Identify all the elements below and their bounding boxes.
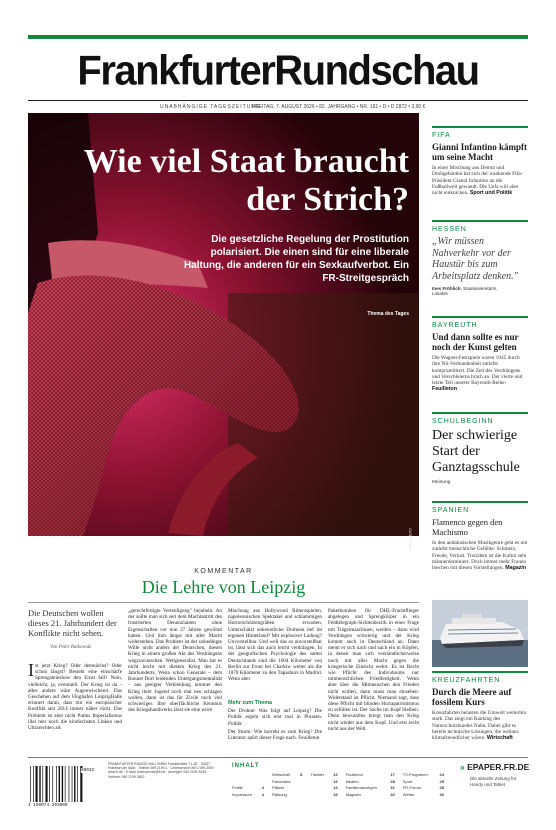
inhalt-section[interactable]: Medien [345, 778, 359, 784]
sidebar-teaser-schulbeginn[interactable] [432, 412, 528, 485]
barcode-bar [74, 766, 75, 802]
teaser-body [432, 165, 528, 196]
sidebar-teaser-kreuzfahrten[interactable] [432, 671, 528, 741]
sidebar-teaser-spanien[interactable] [432, 501, 528, 571]
inhalt-section[interactable]: FR-Forum [402, 785, 422, 791]
inhalt-section[interactable]: Politik [232, 785, 243, 791]
teaser-body-text: Die Wagner-Festspiele waren 1945 durch ihre NS-Verbundenheit zutiefst kompromittiert. Die Zeit des Verdrängens und Verschleierns brach an. Der vierte und letzte Teil unserer Bayreuth-Reihe: [432, 355, 523, 387]
barcode-bar [36, 766, 38, 802]
kommentar-rule [28, 602, 419, 603]
teaser-title[interactable]: Gianni Infantino kämpft um seine Macht [432, 142, 528, 162]
barcode-bar [46, 766, 48, 802]
ship-illustration [432, 600, 528, 667]
dropcap: I [28, 660, 34, 680]
inhalt-section[interactable]: Impressum [232, 791, 252, 797]
inhalt-row [232, 772, 452, 779]
inhalt-section[interactable]: Rätsung [271, 791, 287, 797]
inhalt-section[interactable]: TV-Programm [402, 772, 428, 777]
inhalt-page [298, 779, 311, 786]
section-label: KREUZFAHRTEN [432, 677, 501, 684]
kommentar-column-2: „gerechtfertigte Verteidigung" bejubeln. An der sollte man sich seit dem Machtantritt des frustrierten Denunzianten ohne Eigenschaften vor nun 27 Jahren gewöhnt haben. Und ihm längst mit aller Macht widerstehen. Das Problem ist der unbedingte Wille nicht anders der Deutschen, diesen Krieg in einem großen Akt des Verdrängens wegzuwünschen. Weltgeneralist. Man hat es nicht leicht mit diesem Krieg des 21. Jahrhunderts. Wenn schon Generale – dem Bonnet Dorr leidenden Untergangsmentalität – aus geeigter Verkleidung nimmer den Krieg ihrer Jugend noch mal neu schlagen wollen, dann ist das für Zivile noch viel schwieriger. Ihre oberflächliche Kenntnis des Kriegshandwerks lässt sie eine wirre [128, 608, 222, 714]
kommentar-column-1 [28, 660, 122, 748]
inhalt-section[interactable]: Magazin [345, 791, 361, 797]
inhalt-section[interactable]: Wetter [402, 791, 415, 797]
inhalt-table [232, 772, 452, 798]
inhalt-page [298, 785, 311, 792]
inhalt-label: INHALT [232, 763, 260, 769]
teaser-ressort-link[interactable]: Lokales [432, 291, 448, 296]
inhalt-page: 8 [300, 772, 303, 777]
inhalt-page: 28 [390, 778, 395, 784]
inhalt-section[interactable] [310, 792, 330, 799]
teaser-title[interactable]: Und dann sollte es nur noch der Kunst gelten [432, 332, 519, 352]
inhalt-section[interactable]: Wirtschaft [271, 772, 290, 777]
kommentar-author: Von Peter Rutkowski [50, 645, 92, 650]
inhalt-section[interactable] [232, 772, 259, 779]
kommentar-column-1-text: st jetzt Krieg? Oder demnächst? Oder schon längst? Besteht eine einschärfe Sprengsteinshow den Ernst fall? Nein, vielleicht, ja, eventuell. Der Krieg ist da – alles andere wäre Augenwischerei. Das Geschehen auf dem Flughafen LeipzigHalle erinnert daran, dass mir ein europäischer Konflikt seit 2014 immer näher rückt. Das Problem ist aber nicht Putins Imperialismus illei mer noch die kindischsten Linken und Ultrarechten als [28, 663, 122, 732]
teaser-ressort-link[interactable]: Meinung [432, 480, 451, 485]
quote-author-role: , Staatssekretärin, [460, 286, 498, 291]
barcode-bar [33, 766, 34, 802]
mehr-zum-thema-heading: Mehr zum Thema [228, 700, 273, 706]
epaper-subtitle: Die aktuelle Zeitung für Handy und Tablet [470, 776, 517, 787]
masthead-dateline: FREITAG, 7. AUGUST 2026 • 82. JAHRGANG • NR. 181 • D • D 2872 • 3,90 € [252, 104, 426, 110]
inhalt-section[interactable] [232, 779, 259, 786]
mehr-zum-thema-item[interactable]: Die Drohne: Was folgt auf Leipzig? Die Politik ergeht sich erst mal in Phrasen. Politik [228, 708, 322, 727]
hero-photo-credit: IMAGO/EPD [408, 528, 413, 551]
teaser-body [432, 540, 528, 571]
section-label: BAYREUTH [432, 322, 478, 329]
sidebar-teaser-hessen[interactable] [432, 220, 528, 296]
chevron-right-icon: » [460, 762, 465, 772]
barcode-bar [72, 766, 73, 802]
section-rule [432, 126, 528, 128]
inhalt-page: 17 [390, 772, 395, 777]
kommentar-column-3-text: Mischung aus Hollywood Rittersspielen, napoleonischen Spektakel und schlammigen Horrorschützengräben erwarten. Unterschätzt unkenntliche Drohnen tief im eigenen Hinterland? Mit explosiver Ladung? Unvorstellbar. Und weil das so unvorstellbar ist, lässt sich das auch leicht verdrängen. In der geografischen Psychologie des satten Deutschlands sind die 1604 Kilometer von Berlin zur Front bei Charkiw weiter als die 1870 Kilometer zu den Tapashurs in Madrid. Wenn aber [228, 608, 322, 683]
teaser-title[interactable]: Der schwierige Start der Ganztagsschule [432, 428, 520, 475]
kommentar-headline[interactable]: Die Lehre von Leipzig [141, 577, 306, 597]
barcode [28, 764, 95, 810]
inhalt-page: 36 [439, 791, 444, 797]
inhalt-page: 31 [390, 785, 395, 791]
kommentar-column-4: Pakethomben für DHL-Frachtflieger abgelegen und Sprengkörper in ein Feldtelegraph-Sichtenbezirk in einer Frage mit Trägermaschinen, werden – dann wird Verdrängen schwierig und der Krieg kommt auch in Deutschland an. Dann meint er sich nach und nach ein in Köpfen, in denen man sich verständlicherweise noch mit aller Macht gegen die kriegerische Einsicht wehrt. Es ist Recht wie Pflicht des Individuums nur mitmenschlichen Friedfertigkeit. Wenn aber über die Mitmenschen den Frieden nicht wollen, dann muss man einsehen: Widerstand ist Pflicht. Niemand sagt, dass diese Pflicht mit blinden Hurrapatriotismus zu erfüllen ist. Der Sache im Kopf bleiben. Denn bewusstlos kriegt man den Krieg nicht wieder aus dem Kopf. Und erst recht nicht aus der Welt. [328, 608, 419, 732]
inhalt-page [259, 779, 272, 786]
sidebar-teaser-bayreuth[interactable] [432, 316, 528, 393]
inhalt-section[interactable] [310, 779, 330, 786]
barcode-bar [30, 766, 31, 802]
inhalt-row [232, 779, 452, 786]
footer-rule [28, 757, 528, 758]
teaser-title[interactable]: Flamenco gegen den Machismo [432, 517, 503, 537]
teaser-ressort-link[interactable]: Sport und Politik [469, 190, 513, 197]
inhalt-section[interactable]: Sport [402, 778, 413, 784]
section-rule [432, 412, 528, 414]
inhalt-section[interactable]: Familienanzeigen [345, 785, 377, 791]
hero-headline[interactable]: Wie viel Staat braucht der Strich? [83, 143, 409, 218]
teaser-body [432, 710, 528, 741]
epaper-promo[interactable] [460, 762, 530, 787]
section-rule [432, 501, 528, 503]
hero-photo[interactable] [28, 113, 419, 551]
barcode-bar [77, 766, 78, 802]
hero-section-tag[interactable]: Thema des Tages [367, 311, 409, 317]
cruise-ship-photo[interactable] [432, 600, 528, 667]
inhalt-page: 28 [439, 785, 444, 791]
inhalt-page [298, 792, 311, 799]
section-label: FIFA [432, 132, 451, 139]
barcode-bar [52, 766, 53, 802]
teaser-title[interactable]: Durch die Meere auf fossilem Kurs [432, 687, 512, 707]
barcode-bar [69, 766, 70, 802]
inhalt-page: 24 [439, 772, 444, 777]
inhalt-section[interactable]: Theater [310, 772, 325, 777]
inhalt-page: 4 [261, 785, 264, 791]
hero-subheadline: Die gesetzliche Regelung der Prostitution polarisiert. Die einen sind für eine liberale Haltung, die anderen für ein Sexkaufverbot. Ein FR-Streitgespräch [183, 234, 409, 284]
teaser-ressort-link[interactable]: Feuilleton [432, 386, 458, 393]
epaper-url[interactable] [460, 762, 530, 772]
top-accent-bar [28, 35, 528, 39]
barcode-bar [62, 766, 63, 802]
inhalt-page: 32 [390, 791, 395, 797]
inhalt-section[interactable] [310, 785, 330, 792]
inhalt-row [232, 785, 452, 792]
section-rule [432, 671, 528, 673]
teaser-body-text: In einer Mischung aus Demut und Drohgebärden hat sich der wankende Fifa-Präsident Gianni Infantino an die Fußballwelt gewandt. Die Uefa will aber nicht einknicken. [432, 165, 523, 197]
kommentar-label: KOMMENTAR [194, 568, 253, 575]
inhalt-page [259, 772, 272, 779]
inhalt-page: 14 [333, 785, 338, 791]
inhalt-section[interactable]: Panorama [271, 778, 291, 784]
teaser-ressort-link[interactable]: Magazin [505, 565, 527, 572]
masthead-rule [28, 100, 528, 101]
barcode-bar [42, 766, 43, 802]
section-label: HESSEN [432, 226, 467, 233]
barcode-bar [49, 766, 50, 802]
inhalt-page: 25 [439, 778, 444, 784]
section-rule [432, 316, 528, 318]
teaser-body [432, 355, 528, 393]
teaser-quote[interactable]: „Wir müssen Nahverkehr vor der Haustür bis zum Arbeitsplatz denken." [432, 236, 518, 282]
barcode-number: 4 198074 203900 [28, 803, 68, 808]
barcode-bar [56, 766, 57, 802]
section-label: SPANIEN [432, 507, 470, 514]
masthead-tagline: UNABHÄNGIGE TAGESZEITUNG [160, 104, 261, 110]
imprint: FRANKFURTER RUNDSCHAU GMBH Frankenallee 71–81 · 60327 Frankfurt am Main · Telefon 069 2199-1 · Leserservice 069 2199-3000 · www.fr.de · E-Mail: leserservice@fr.de · Anzeigen 069 2199-3433 · Vertrieb: 069 2199-3600 [108, 762, 216, 779]
teaser-body-text: Kreuzfahrten belasten die Umwelt weiterhin stark. Das zeigt ein Ranking des Naturschutzbundes Nabu. Dabei gibt es bereits technische Lösungen, die weitaus klimafreundlicher wären. [432, 710, 527, 742]
inhalt-section[interactable]: Feuilleton [345, 772, 363, 777]
quote-author [432, 286, 528, 296]
mehr-zum-thema-item[interactable]: Der Sturm: Wie korrekt es zum Krieg? Die Literatur spürt dieser Frage nach. Feuilleton [228, 728, 322, 742]
inhalt-page: 15 [333, 791, 338, 797]
epaper-url-text[interactable]: EPAPER.FR.DE [467, 762, 530, 772]
section-rule [432, 220, 528, 222]
inhalt-page: 13 [333, 778, 338, 784]
inhalt-page: 13 [333, 772, 338, 777]
quote-author-name: Ines Fröhlich [432, 286, 461, 291]
barcode-issue: 60032 [81, 768, 95, 773]
teaser-ressort-link[interactable]: Wirtschaft [486, 735, 513, 742]
inhalt-page: 4 [261, 791, 264, 797]
sidebar-teaser-fifa[interactable] [432, 126, 528, 196]
inhalt-section[interactable]: Pfälzer [271, 785, 285, 791]
masthead-logo[interactable]: FrankfurterRundschau [77, 47, 479, 95]
kommentar-column-3 [228, 608, 322, 748]
inhalt-grid [232, 772, 452, 798]
section-label: SCHULBEGINN [432, 418, 494, 425]
barcode-bar [65, 766, 66, 802]
teaser-body-text: In den andalusischen Musikgenre geht es um zutiefst menschliche Gefühle: Schmerz, Freude, Verlust. Trotzdem ist die Kultur sehr männerdominiert. Doch immer mehr Frauen brechen mit diesen Vorstellungen. [432, 540, 528, 572]
inhalt-row [232, 792, 452, 799]
barcode-bar [39, 766, 40, 802]
kommentar-lead: Die Deutschen wollen dieses 21. Jahrhundert der Konflikte nicht sehen. [28, 608, 117, 638]
barcode-bar [59, 766, 60, 802]
